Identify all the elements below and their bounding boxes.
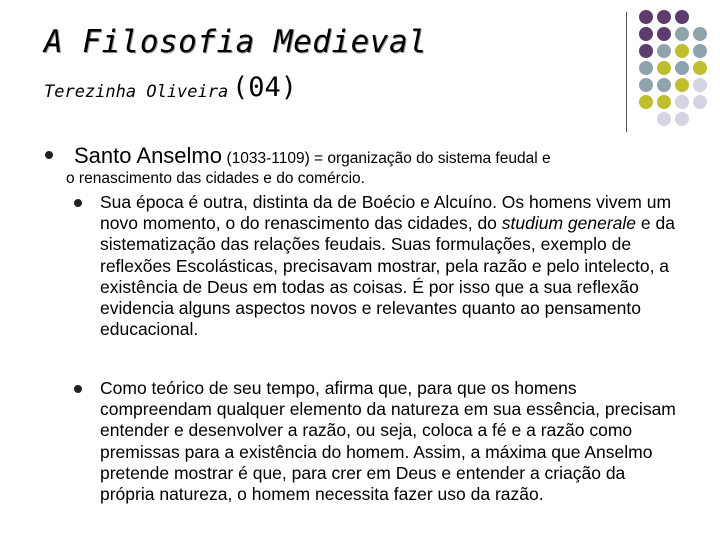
decorative-dot: [675, 44, 689, 58]
decorative-dot: [657, 112, 671, 126]
decorative-dot: [675, 112, 689, 126]
main-point: [74, 143, 551, 169]
author-name: Terezinha Oliveira: [44, 82, 229, 102]
sub-point-1-emphasis: studium generale: [501, 213, 637, 234]
slide-number: (04): [232, 72, 298, 103]
decorative-dot: [657, 27, 671, 41]
decorative-dot: [675, 95, 689, 109]
decorative-dot: [675, 61, 689, 75]
decorative-dot: [639, 10, 653, 24]
decorative-dot: [675, 78, 689, 92]
decorative-dot: [657, 44, 671, 58]
slide-title: A Filosofia Medieval: [44, 24, 428, 60]
sub-point-1-after: e da sistematização das relações feudais. Suas formulações, exemplo de reflexões Escolásticas, precisavam mostrar, pela razão e pelo intelecto, a existência de Deus em todas as coisas. É por isso que a sua reflexão evidencia alguns aspectos novos e relevantes quanto ao pensamento educacional.: [100, 213, 675, 340]
sub-point-1: [100, 192, 678, 340]
decorative-dot: [675, 10, 689, 24]
decorative-dot: [657, 95, 671, 109]
decorative-dot: [693, 27, 707, 41]
bullet-icon: [45, 151, 53, 159]
decorative-dot: [657, 78, 671, 92]
sub-point-2: Como teórico de seu tempo, afirma que, para que os homens compreendam qualquer elemento da natureza em sua essência, precisam entender e desenvolver a razão, ou seja, coloca a fé e a razão como premissas para a existência do homem. Assim, a máxima que Anselmo pretende mostrar é que, para crer em Deus e entender a criação da própria natureza, o homem necessita fazer uso da razão.: [100, 378, 676, 505]
decorative-dot: [639, 61, 653, 75]
main-point-continuation: o renascimento das cidades e do comércio.: [66, 170, 365, 187]
sub-bullet-icon: [74, 385, 82, 393]
sub-point-1-before: Sua época é outra, distinta da de Boécio e Alcuíno. Os homens vivem um novo momento, o do renascimento das cidades, do: [100, 192, 672, 234]
decorative-dot: [675, 27, 689, 41]
sub-bullet-icon: [74, 199, 82, 207]
decorative-dot: [639, 44, 653, 58]
decorative-dot: [639, 78, 653, 92]
decorative-dot: [639, 27, 653, 41]
decorative-dot: [693, 44, 707, 58]
decorative-dot: [657, 61, 671, 75]
decorative-dot: [639, 95, 653, 109]
main-point-name: Santo Anselmo: [74, 143, 222, 168]
decorative-divider: [626, 12, 627, 132]
main-point-text: (1033-1109) = organização do sistema feudal e: [226, 150, 551, 167]
decorative-dot: [693, 61, 707, 75]
decorative-dot: [693, 78, 707, 92]
decorative-dot: [657, 10, 671, 24]
decorative-dot: [693, 95, 707, 109]
